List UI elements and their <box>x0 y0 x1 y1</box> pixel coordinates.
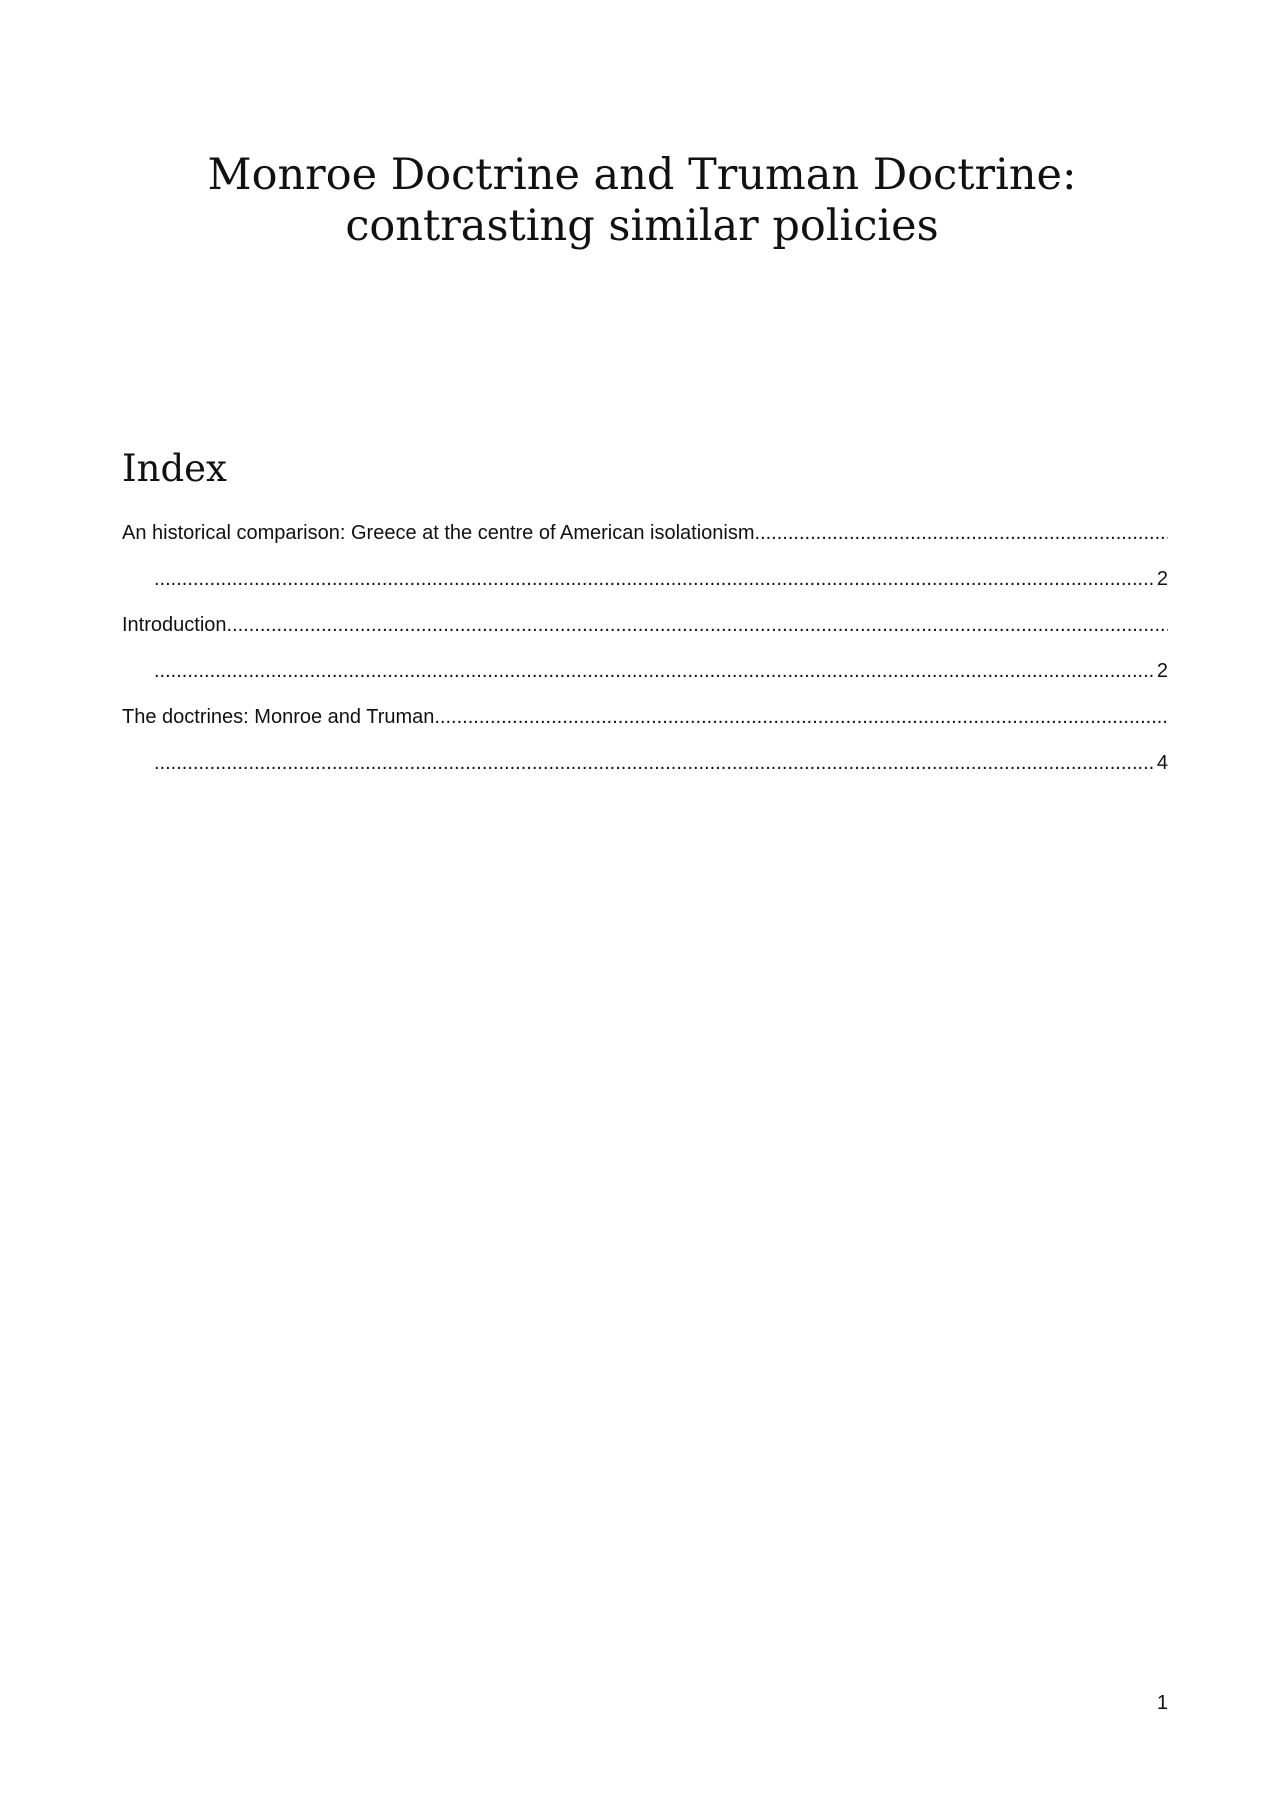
toc-entry-page: 2 <box>1156 660 1168 682</box>
toc-leader-dots <box>227 602 1168 648</box>
document-title <box>122 150 1162 252</box>
page-number: 1 <box>1156 1692 1168 1714</box>
table-of-contents <box>122 510 1168 786</box>
document-title-line-1: Monroe Doctrine and Truman Doctrine: <box>207 150 1077 200</box>
toc-leader-dots <box>434 694 1168 740</box>
toc-entry-line <box>122 602 1168 648</box>
toc-entry-continuation <box>122 648 1168 694</box>
document-title-line-2: contrasting similar policies <box>345 201 939 251</box>
toc-leader-dots <box>154 648 1155 694</box>
toc-entry-line <box>122 694 1168 740</box>
toc-entry-page: 4 <box>1156 752 1168 774</box>
toc-entry-text: The doctrines: Monroe and Truman <box>122 706 435 728</box>
toc-leader-dots <box>154 556 1155 602</box>
toc-entry-introduction[interactable] <box>122 602 1168 694</box>
toc-entry-doctrines[interactable] <box>122 694 1168 786</box>
toc-entry-continuation <box>122 740 1168 786</box>
toc-entry-historical-comparison[interactable] <box>122 510 1168 602</box>
toc-leader-dots <box>154 740 1155 786</box>
toc-leader-dots <box>755 510 1168 556</box>
toc-entry-text: Introduction <box>122 614 227 636</box>
toc-entry-text: An historical comparison: Greece at the centre of American isolationism <box>122 522 755 544</box>
toc-entry-continuation <box>122 556 1168 602</box>
toc-entry-page: 2 <box>1156 568 1168 590</box>
toc-entry-line <box>122 510 1168 556</box>
index-heading: Index <box>122 447 227 490</box>
